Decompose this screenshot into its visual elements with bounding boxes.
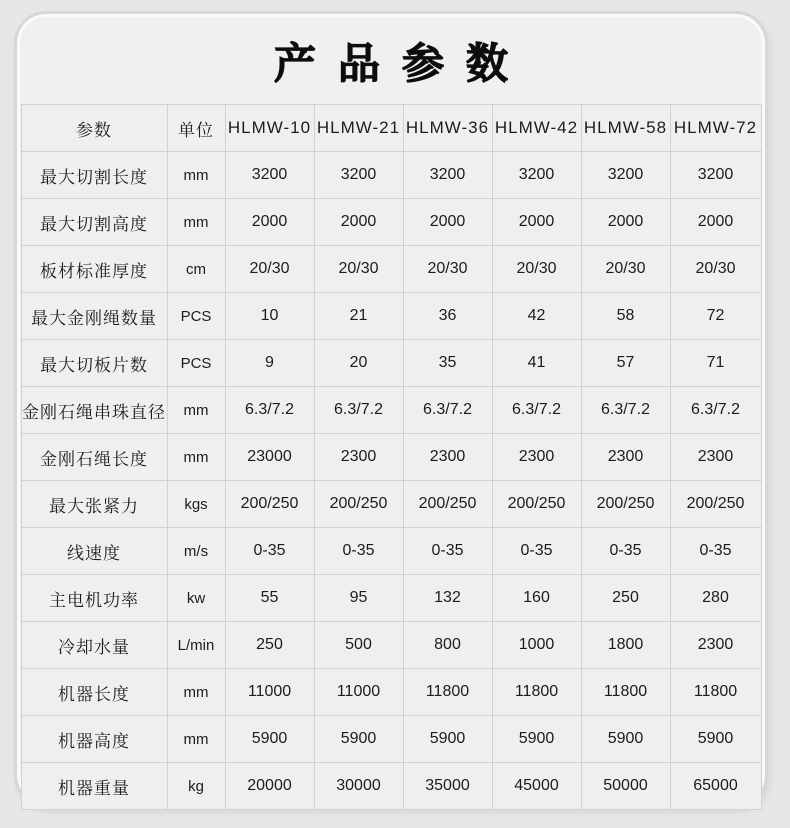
- unit-cell: mm: [167, 152, 225, 199]
- value-cell: 11000: [225, 669, 314, 716]
- value-cell: 21: [314, 293, 403, 340]
- unit-cell: kg: [167, 763, 225, 810]
- value-cell: 6.3/7.2: [225, 387, 314, 434]
- value-cell: 2300: [492, 434, 581, 481]
- value-cell: 200/250: [225, 481, 314, 528]
- value-cell: 9: [225, 340, 314, 387]
- value-cell: 0-35: [403, 528, 492, 575]
- param-name-cell: 板材标准厚度: [21, 246, 167, 293]
- value-cell: 6.3/7.2: [314, 387, 403, 434]
- value-cell: 6.3/7.2: [403, 387, 492, 434]
- value-cell: 20/30: [581, 246, 670, 293]
- value-cell: 95: [314, 575, 403, 622]
- value-cell: 500: [314, 622, 403, 669]
- value-cell: 11800: [492, 669, 581, 716]
- value-cell: 2000: [492, 199, 581, 246]
- value-cell: 20/30: [403, 246, 492, 293]
- header-cell: HLMW-21: [314, 105, 403, 152]
- value-cell: 3200: [225, 152, 314, 199]
- value-cell: 11800: [670, 669, 761, 716]
- header-cell: HLMW-10: [225, 105, 314, 152]
- value-cell: 0-35: [314, 528, 403, 575]
- value-cell: 57: [581, 340, 670, 387]
- table-row: [21, 434, 761, 481]
- value-cell: 58: [581, 293, 670, 340]
- value-cell: 20/30: [225, 246, 314, 293]
- value-cell: 6.3/7.2: [492, 387, 581, 434]
- unit-cell: mm: [167, 199, 225, 246]
- header-cell: HLMW-36: [403, 105, 492, 152]
- table-row: [21, 246, 761, 293]
- unit-cell: mm: [167, 387, 225, 434]
- param-name-cell: 机器高度: [21, 716, 167, 763]
- unit-cell: kw: [167, 575, 225, 622]
- value-cell: 250: [225, 622, 314, 669]
- unit-cell: mm: [167, 434, 225, 481]
- value-cell: 11000: [314, 669, 403, 716]
- value-cell: 800: [403, 622, 492, 669]
- table-row: [21, 763, 761, 810]
- product-params-card: [14, 11, 768, 807]
- value-cell: 11800: [581, 669, 670, 716]
- value-cell: 42: [492, 293, 581, 340]
- table-row: [21, 199, 761, 246]
- table-row: [21, 340, 761, 387]
- value-cell: 160: [492, 575, 581, 622]
- value-cell: 3200: [314, 152, 403, 199]
- value-cell: 2000: [670, 199, 761, 246]
- value-cell: 30000: [314, 763, 403, 810]
- value-cell: 0-35: [492, 528, 581, 575]
- value-cell: 20: [314, 340, 403, 387]
- value-cell: 2000: [403, 199, 492, 246]
- value-cell: 0-35: [225, 528, 314, 575]
- value-cell: 20000: [225, 763, 314, 810]
- value-cell: 0-35: [581, 528, 670, 575]
- value-cell: 2300: [314, 434, 403, 481]
- value-cell: 132: [403, 575, 492, 622]
- value-cell: 3200: [492, 152, 581, 199]
- value-cell: 0-35: [670, 528, 761, 575]
- value-cell: 2300: [670, 434, 761, 481]
- value-cell: 20/30: [314, 246, 403, 293]
- table-row: [21, 669, 761, 716]
- value-cell: 41: [492, 340, 581, 387]
- param-name-cell: 最大金刚绳数量: [21, 293, 167, 340]
- value-cell: 2000: [581, 199, 670, 246]
- table-row: [21, 481, 761, 528]
- value-cell: 2000: [225, 199, 314, 246]
- page-title: 产品参数: [273, 40, 530, 87]
- unit-cell: cm: [167, 246, 225, 293]
- unit-cell: PCS: [167, 293, 225, 340]
- table-row: [21, 293, 761, 340]
- value-cell: 200/250: [314, 481, 403, 528]
- value-cell: 200/250: [581, 481, 670, 528]
- value-cell: 5900: [403, 716, 492, 763]
- value-cell: 2300: [403, 434, 492, 481]
- table-row: [21, 622, 761, 669]
- value-cell: 1800: [581, 622, 670, 669]
- value-cell: 5900: [670, 716, 761, 763]
- header-cell: HLMW-58: [581, 105, 670, 152]
- table-row: [21, 152, 761, 199]
- value-cell: 71: [670, 340, 761, 387]
- table-row: [21, 387, 761, 434]
- param-name-cell: 机器长度: [21, 669, 167, 716]
- value-cell: 20/30: [670, 246, 761, 293]
- table-row: [21, 575, 761, 622]
- param-name-cell: 最大切割长度: [21, 152, 167, 199]
- value-cell: 250: [581, 575, 670, 622]
- unit-cell: kgs: [167, 481, 225, 528]
- unit-cell: m/s: [167, 528, 225, 575]
- value-cell: 2000: [314, 199, 403, 246]
- value-cell: 5900: [225, 716, 314, 763]
- param-name-cell: 金刚石绳长度: [21, 434, 167, 481]
- value-cell: 200/250: [670, 481, 761, 528]
- param-name-cell: 主电机功率: [21, 575, 167, 622]
- table-row: [21, 716, 761, 763]
- value-cell: 20/30: [492, 246, 581, 293]
- value-cell: 11800: [403, 669, 492, 716]
- param-name-cell: 最大切板片数: [21, 340, 167, 387]
- value-cell: 280: [670, 575, 761, 622]
- param-name-cell: 机器重量: [21, 763, 167, 810]
- unit-cell: PCS: [167, 340, 225, 387]
- header-cell: 参数: [21, 105, 167, 152]
- value-cell: 5900: [314, 716, 403, 763]
- value-cell: 2300: [581, 434, 670, 481]
- param-name-cell: 金刚石绳串珠直径: [21, 387, 167, 434]
- param-name-cell: 冷却水量: [21, 622, 167, 669]
- header-cell: HLMW-42: [492, 105, 581, 152]
- value-cell: 200/250: [492, 481, 581, 528]
- unit-cell: mm: [167, 716, 225, 763]
- value-cell: 35: [403, 340, 492, 387]
- value-cell: 10: [225, 293, 314, 340]
- unit-cell: L/min: [167, 622, 225, 669]
- value-cell: 2300: [670, 622, 761, 669]
- value-cell: 35000: [403, 763, 492, 810]
- param-name-cell: 线速度: [21, 528, 167, 575]
- value-cell: 55: [225, 575, 314, 622]
- unit-cell: mm: [167, 669, 225, 716]
- value-cell: 5900: [492, 716, 581, 763]
- value-cell: 3200: [403, 152, 492, 199]
- value-cell: 3200: [581, 152, 670, 199]
- value-cell: 45000: [492, 763, 581, 810]
- value-cell: 23000: [225, 434, 314, 481]
- table-body: [21, 152, 761, 810]
- value-cell: 6.3/7.2: [670, 387, 761, 434]
- value-cell: 50000: [581, 763, 670, 810]
- value-cell: 36: [403, 293, 492, 340]
- value-cell: 72: [670, 293, 761, 340]
- value-cell: 1000: [492, 622, 581, 669]
- value-cell: 5900: [581, 716, 670, 763]
- value-cell: 65000: [670, 763, 761, 810]
- param-name-cell: 最大切割高度: [21, 199, 167, 246]
- table-header-row: [21, 105, 761, 152]
- value-cell: 3200: [670, 152, 761, 199]
- header-cell: HLMW-72: [670, 105, 761, 152]
- param-name-cell: 最大张紧力: [21, 481, 167, 528]
- value-cell: 6.3/7.2: [581, 387, 670, 434]
- value-cell: 200/250: [403, 481, 492, 528]
- params-table: [21, 104, 762, 810]
- table-row: [21, 528, 761, 575]
- header-cell: 单位: [167, 105, 225, 152]
